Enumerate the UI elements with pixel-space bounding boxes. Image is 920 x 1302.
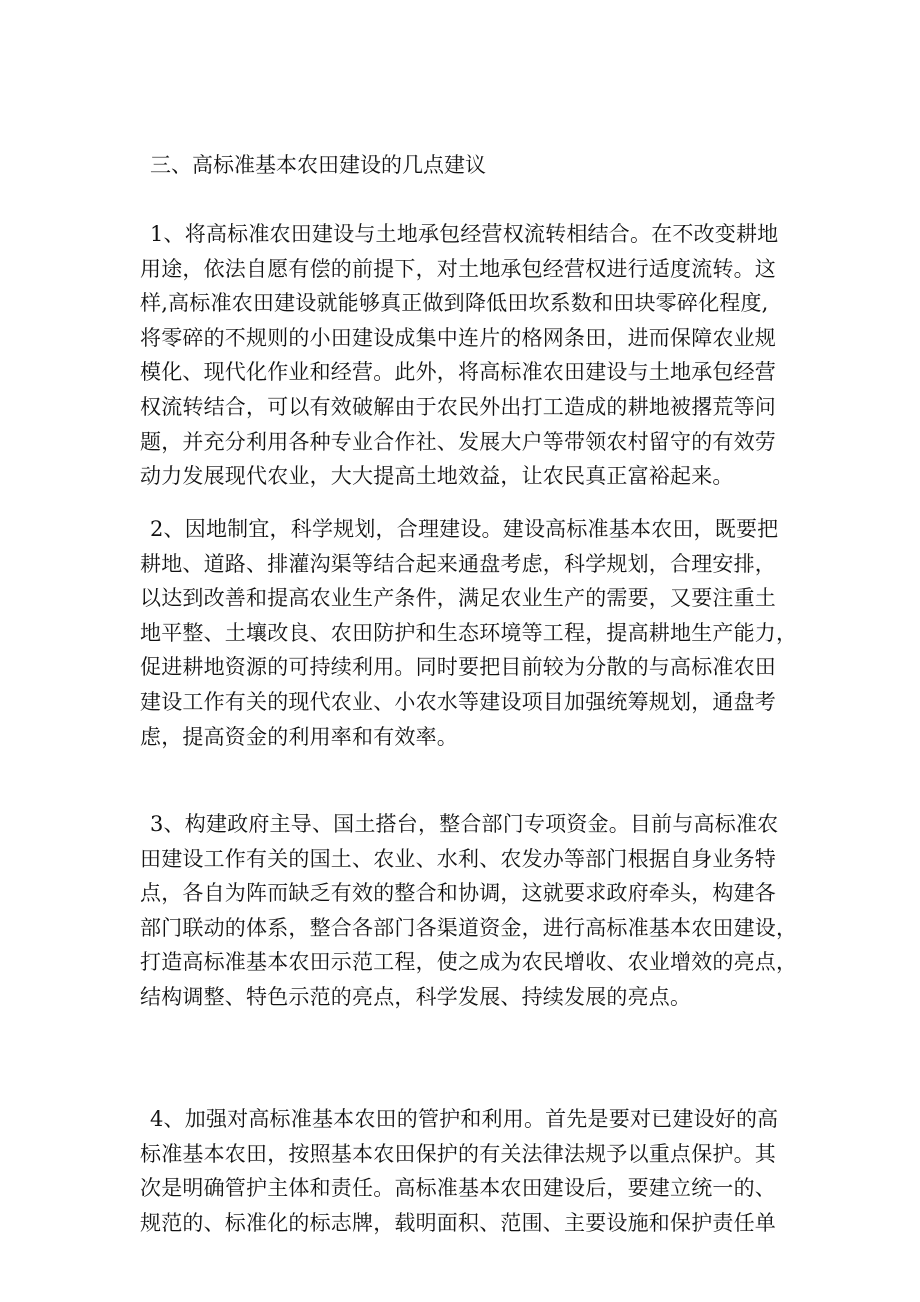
paragraph-line: 1、将高标准农田建设与土地承包经营权流转相结合。在不改变耕地 — [150, 222, 779, 246]
paragraph-line: 4、加强对高标准基本农田的管护和利用。首先是要对已建设好的高 — [150, 1107, 779, 1131]
paragraph-line: 动力发展现代农业，大大提高土地效益，让农民真正富裕起来。 — [140, 464, 734, 489]
paragraph-1 — [140, 217, 790, 494]
paragraph-line: 标准基本农田，按照基本农田保护的有关法律法规予以重点保护。其 — [140, 1141, 776, 1166]
paragraph-line: 以达到改善和提高农业生产条件，满足农业生产的需要，又要注重土 — [140, 586, 776, 611]
paragraph-line: 促进耕地资源的可持续利用。同时要把目前较为分散的与高标准农田 — [140, 655, 776, 680]
section-heading: 三、高标准基本农田建设的几点建议 — [150, 153, 486, 177]
paragraph-line: 题，并充分利用各种专业合作社、发展大户等带领农村留守的有效劳 — [140, 429, 776, 454]
paragraph-line: 规范的、标准化的标志牌，载明面积、范围、主要设施和保护责任单 — [140, 1210, 776, 1235]
paragraph-line: 部门联动的体系，整合各部门各渠道资金，进行高标准基本农田建设， — [140, 915, 798, 940]
paragraph-line: 结构调整、特色示范的亮点，科学发展、持续发展的亮点。 — [140, 984, 692, 1009]
paragraph-line: 将零碎的不规则的小田建设成集中连片的格网条田，进而保障农业规 — [140, 325, 776, 350]
paragraph-3 — [140, 807, 798, 1015]
paragraph-4 — [140, 1102, 790, 1240]
paragraph-line: 权流转结合，可以有效破解由于农民外出打工造成的耕地被撂荒等问 — [140, 394, 776, 419]
paragraph-line: 田建设工作有关的国土、农业、水利、农发办等部门根据自身业务特 — [140, 846, 776, 871]
paragraph-line: 模化、现代化作业和经营。此外，将高标准农田建设与土地承包经营 — [140, 360, 776, 385]
paragraph-line: 次是明确管护主体和责任。高标准基本农田建设后，要建立统一的、 — [140, 1176, 776, 1201]
paragraph-line: 虑，提高资金的利用率和有效率。 — [140, 724, 458, 749]
paragraph-line: 样,高标准农田建设就能够真正做到降低田坎系数和田块零碎化程度, — [140, 291, 769, 316]
paragraph-line: 耕地、道路、排灌沟渠等结合起来通盘考虑，科学规划，合理安排， — [140, 551, 776, 576]
paragraph-line: 3、构建政府主导、国土搭台，整合部门专项资金。目前与高标准农 — [150, 812, 779, 836]
paragraph-line: 2、因地制宜，科学规划，合理建设。建设高标准基本农田，既要把 — [150, 517, 779, 541]
paragraph-line: 用途，依法自愿有偿的前提下，对土地承包经营权进行适度流转。这 — [140, 256, 776, 281]
paragraph-line: 建设工作有关的现代农业、小农水等建设项目加强统筹规划，通盘考 — [140, 689, 776, 714]
paragraph-line: 点，各自为阵而缺乏有效的整合和协调，这就要求政府牵头，构建各 — [140, 881, 776, 906]
paragraph-line: 地平整、土壤改良、农田防护和生态环境等工程，提高耕地生产能力， — [140, 620, 798, 645]
paragraph-line: 打造高标准基本农田示范工程，使之成为农民增收、农业增效的亮点， — [140, 950, 798, 975]
paragraph-2 — [140, 512, 798, 754]
